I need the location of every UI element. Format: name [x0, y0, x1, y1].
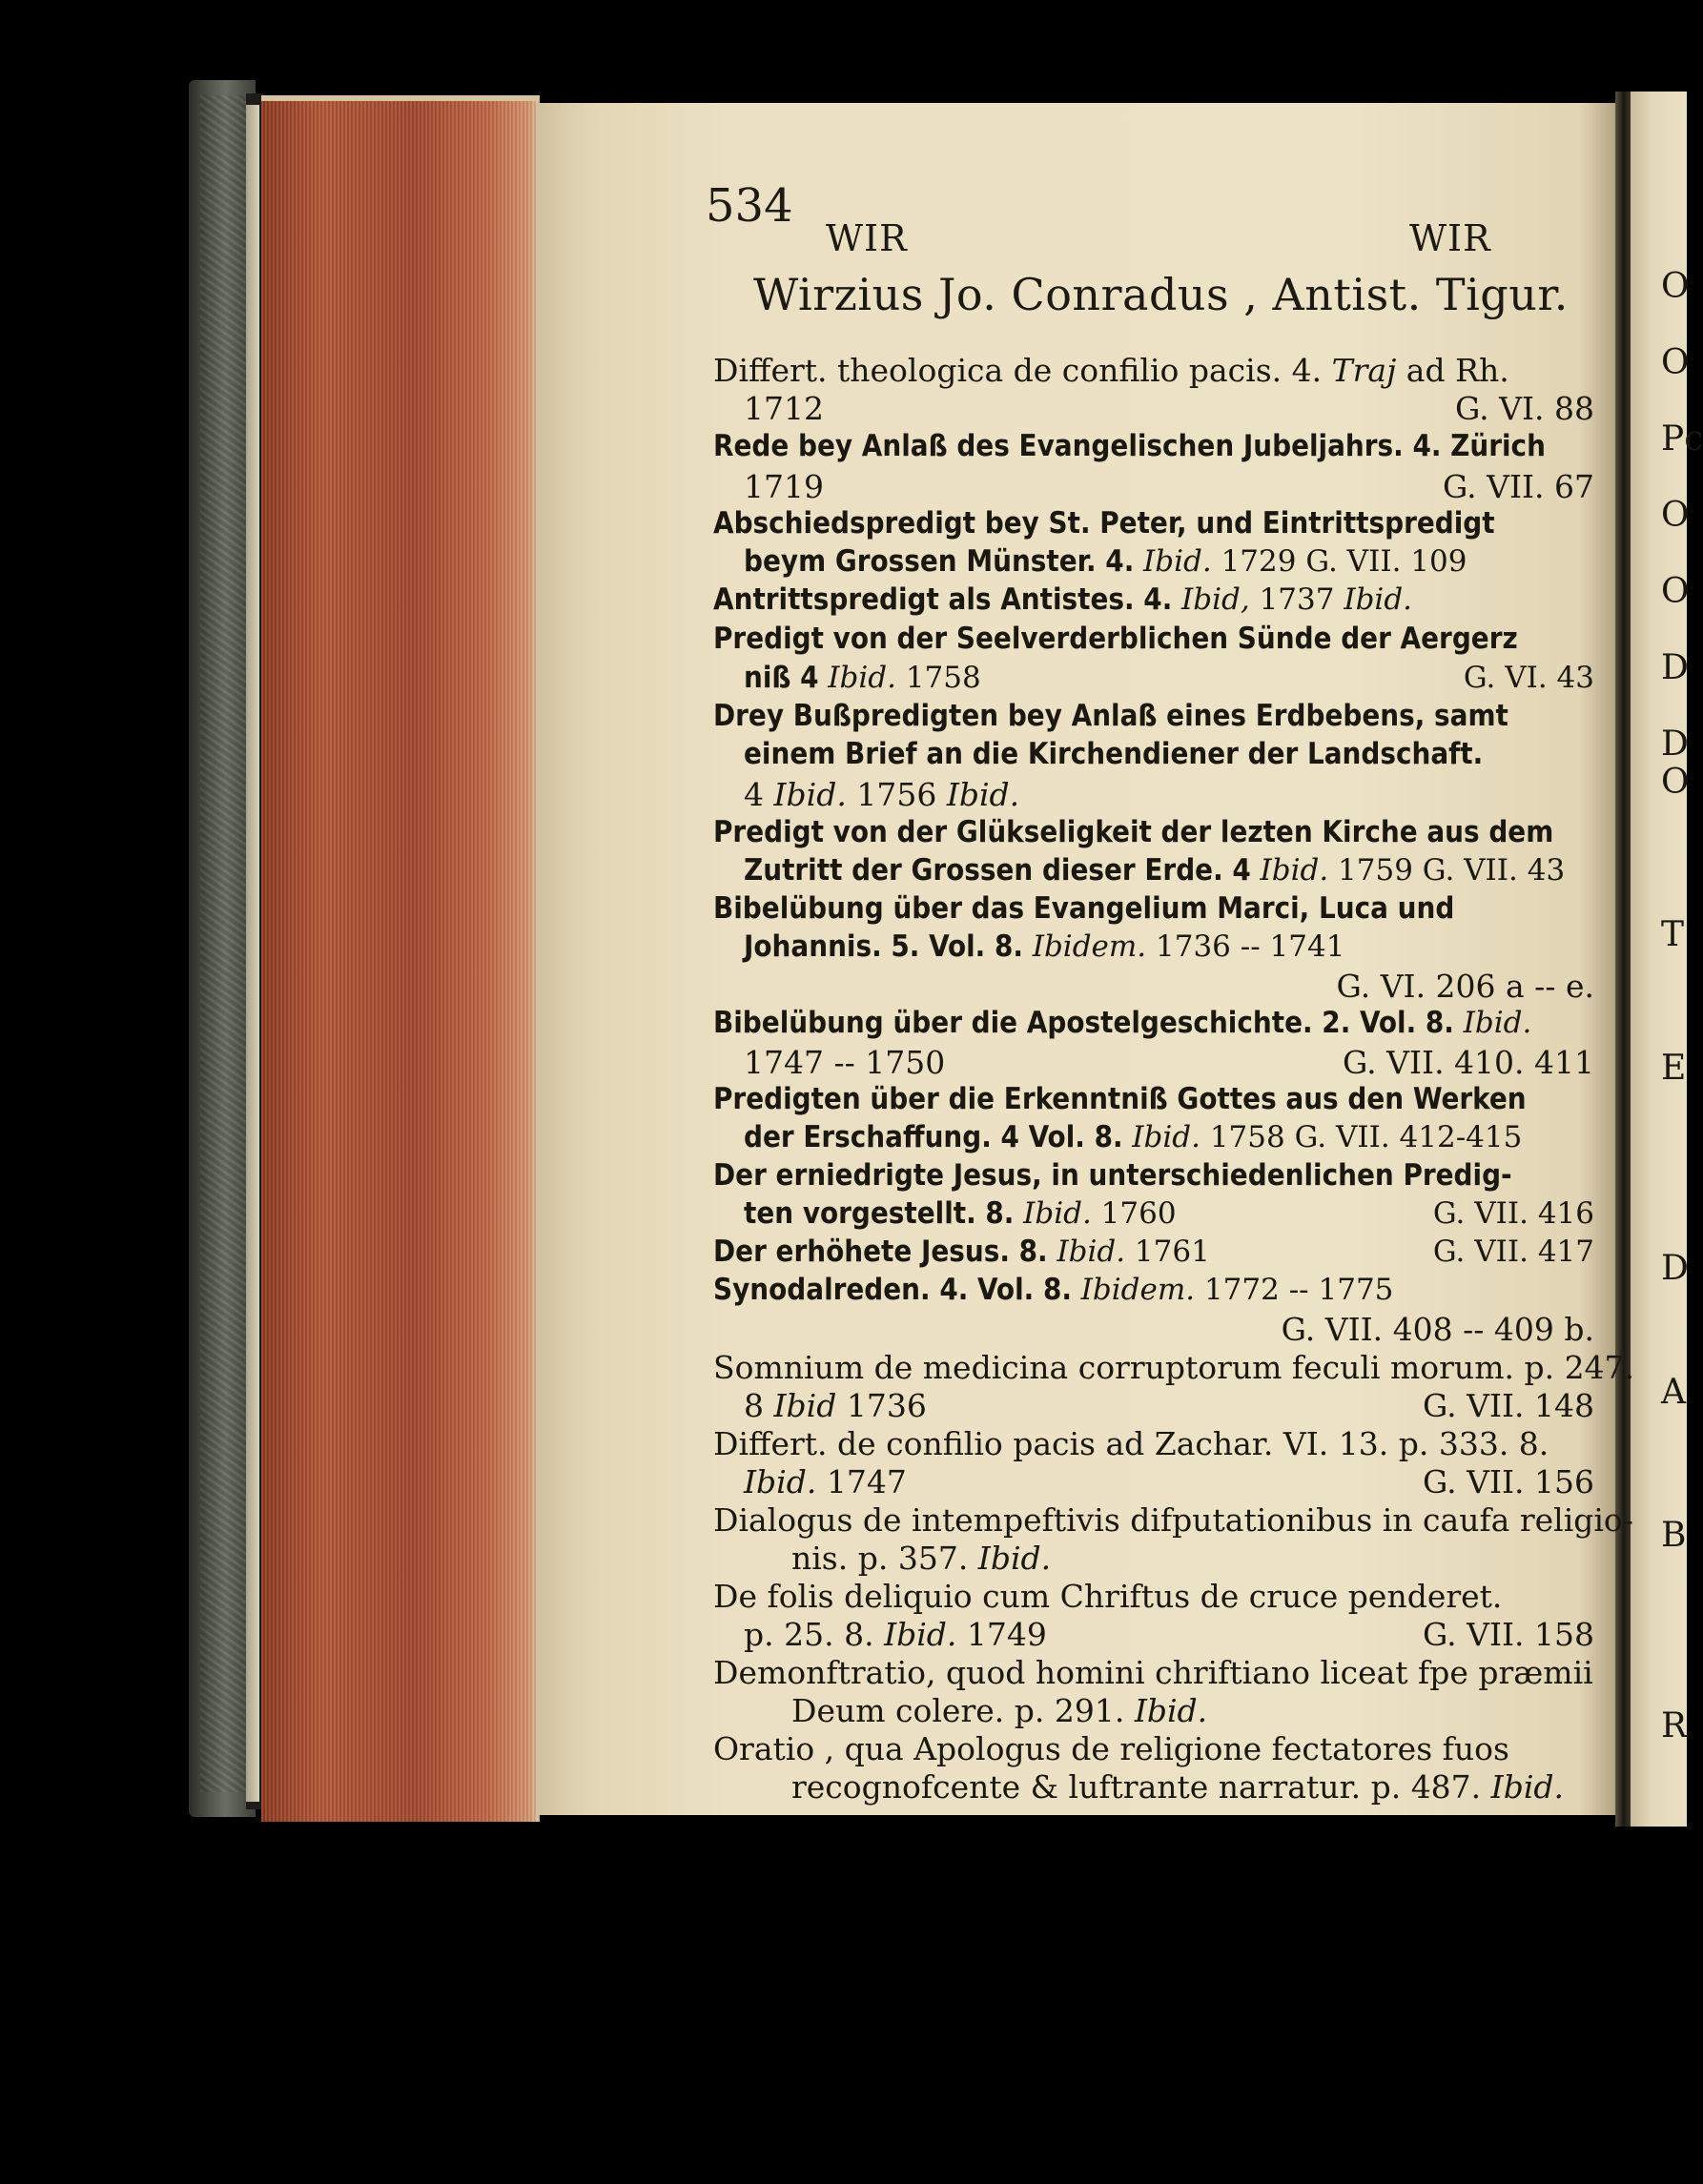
italic-ref: Ibid,: [1181, 582, 1250, 617]
line-text: 1712: [744, 390, 824, 427]
page-number: 534: [706, 179, 793, 233]
line-text: Der erniedrigte Jesus, in unterschiedenlichen Predig-: [713, 1158, 1512, 1193]
line-text: Bibelübung über das Evangelium Marci, Luca und: [713, 891, 1455, 926]
line-text: nis. p. 357.: [791, 1540, 978, 1577]
line-text: beym Grossen Münster. 4.: [744, 544, 1144, 579]
line-text: Differt. theologica de confilio pacis. 4.: [713, 352, 1332, 389]
right-page-fragment: [1631, 92, 1703, 1827]
line-text: 1719: [744, 468, 824, 505]
line-text: Somnium de medicina corruptorum feculi morum. p. 247.: [713, 1349, 1635, 1386]
line-text: 4: [744, 776, 774, 813]
line-text: Predigten über die Erkenntniß Gottes aus den Werken: [713, 1082, 1527, 1116]
line-text: der Erschaffung. 4 Vol. 8.: [744, 1120, 1133, 1154]
entry-line: [713, 891, 1594, 926]
line-tail: ad Rh.: [1396, 352, 1509, 389]
line-text: Antrittspredigt als Antistes. 4.: [713, 582, 1182, 617]
italic-ref: Ibidem.: [1032, 929, 1147, 964]
line-text: De folis deliquio cum Chriftus de cruce penderet.: [713, 1578, 1503, 1615]
shelf-mark: G. VII. 410. 411: [1343, 1044, 1594, 1081]
line-tail: 1772 -- 1775: [1195, 1273, 1394, 1307]
entry-line: [791, 1540, 1594, 1577]
shelf-mark: G. VII. 416: [1432, 1196, 1594, 1231]
line-text: Demonftratio, quod homini chriftiano liceat fpe præmii: [713, 1654, 1593, 1691]
entry-line: [744, 1463, 1594, 1500]
italic-ref: Ibid.: [1143, 544, 1212, 579]
shelf-mark: G. VII. 158: [1422, 1616, 1594, 1653]
entry-line: [713, 582, 1594, 617]
line-tail: 1736: [836, 1387, 927, 1424]
gutter: [1615, 92, 1631, 1827]
italic-ref: Traj: [1331, 352, 1397, 389]
shelf-mark: G. VII. 408 -- 409 b.: [1281, 1311, 1594, 1348]
shelf-mark: G. VII. 156: [1422, 1463, 1594, 1500]
line-tail: 1747: [816, 1463, 907, 1500]
next-page-letter: O: [1661, 572, 1690, 611]
italic-ref: Ibid.: [1344, 582, 1413, 617]
shelf-mark: G. VII. 67: [1442, 468, 1594, 505]
line-text: Oratio , qua Apologus de religione fectatores fuos: [713, 1730, 1509, 1767]
running-head-left: WIR: [826, 217, 908, 259]
next-page-letter: R: [1661, 1706, 1688, 1745]
line-text: ten vorgestellt. 8.: [744, 1196, 1024, 1231]
next-page-letter: A: [1661, 1373, 1686, 1412]
entry-line: [713, 1273, 1594, 1307]
line-text: Differt. de confilio pacis ad Zachar. VI. 13. p. 333. 8.: [713, 1425, 1549, 1462]
next-page-letter: E: [1661, 1049, 1687, 1088]
italic-ref: Ibid.: [1023, 1196, 1092, 1231]
entry-line: [744, 776, 1594, 813]
line-text: Der erhöhete Jesus. 8.: [713, 1235, 1057, 1269]
line-text: Abschiedspredigt bey St. Peter, und Eintrittspredigt: [713, 506, 1495, 541]
entry-line: [713, 1501, 1633, 1539]
entry-line: [713, 1082, 1594, 1116]
italic-ref: Ibid.: [1260, 853, 1329, 888]
line-text: Zutritt der Grossen dieser Erde. 4: [744, 853, 1261, 888]
entry-line: [713, 815, 1594, 849]
line-tail: 1760: [1091, 1196, 1177, 1231]
shelf-mark: G. VI. 43: [1463, 661, 1594, 695]
line-tail: 1758: [895, 661, 981, 695]
entry-line: [744, 468, 1594, 505]
page-edge-strip: [246, 105, 259, 1802]
line-tail: 1758 G. VII. 412-415: [1200, 1120, 1523, 1154]
line-tail: 1759 G. VII. 43: [1328, 853, 1566, 888]
entry-line: [744, 390, 1594, 427]
italic-ref: Ibid.: [1132, 1120, 1200, 1154]
running-head-right: WIR: [1409, 217, 1491, 259]
shelf-mark: G. VI. 206 a -- e.: [1336, 968, 1594, 1005]
line-tail: 1736 -- 1741: [1146, 929, 1345, 964]
next-page-letter: O: [1661, 343, 1690, 382]
entry-line: [744, 544, 1594, 579]
line-text: 1747 -- 1750: [744, 1044, 946, 1081]
entry-line: [713, 1425, 1594, 1462]
entry-line: [744, 663, 1594, 693]
entry-line: [744, 929, 1594, 964]
line-text: p. 25. 8.: [744, 1616, 885, 1653]
entry-line: [791, 1692, 1594, 1729]
next-page-letter: O: [1661, 763, 1690, 802]
line-text: Predigt von der Glükseligkeit der lezten Kirche aus dem: [713, 815, 1554, 849]
line-tail: 1761: [1125, 1235, 1210, 1269]
line-tail: 1737: [1249, 582, 1344, 617]
italic-ref: Ibid.: [1134, 1692, 1208, 1729]
line-text: einem Brief an die Kirchendiener der Landschaft.: [744, 737, 1484, 771]
next-page-letter: D: [1661, 725, 1689, 764]
line-tail: 1749: [956, 1616, 1047, 1653]
line-tail: 1729 G. VII. 109: [1211, 544, 1467, 579]
next-page-letter: D: [1661, 648, 1689, 687]
italic-ref: Ibid.: [977, 1540, 1052, 1577]
entry-line: [713, 1158, 1594, 1193]
italic-ref: Ibid.: [1463, 1006, 1532, 1040]
line-text: recognofcente & luftrante narratur. p. 487.: [791, 1768, 1491, 1806]
next-page-letter: B: [1661, 1516, 1687, 1555]
spine-texture: [200, 95, 248, 1792]
entry-line: [713, 624, 1594, 654]
entry-line: [744, 853, 1594, 888]
italic-ref: Ibid.: [1057, 1235, 1126, 1269]
entry-line: [713, 1654, 1594, 1691]
entry-line: [744, 1044, 1594, 1081]
italic-ref: Ibid.: [946, 776, 1020, 813]
line-text: Predigt von der Seelverderblichen Sünde der Aergerz: [713, 622, 1518, 656]
line-tail: 1756: [846, 776, 947, 813]
next-page-letter: Pc: [1661, 419, 1703, 459]
entry-line: [713, 429, 1594, 463]
line-text: Rede bey Anlaß des Evangelischen Jubeljahrs. 4. Zürich: [713, 429, 1546, 463]
italic-ref: Ibid.: [744, 1463, 817, 1500]
entry-line: [713, 1006, 1594, 1040]
line-text: Synodalreden. 4. Vol. 8.: [713, 1273, 1081, 1307]
entry-line: [713, 1578, 1594, 1615]
entry-line: [713, 506, 1594, 541]
line-text: Deum colere. p. 291.: [791, 1692, 1135, 1729]
next-page-letter: O: [1661, 267, 1690, 306]
italic-ref: Ibid.: [773, 776, 847, 813]
shelf-mark: G. VII. 417: [1432, 1235, 1594, 1269]
entry-line: [744, 1387, 1594, 1424]
line-text: Johannis. 5. Vol. 8.: [744, 929, 1033, 964]
line-text: Drey Bußpredigten bey Anlaß eines Erdbebens, samt: [713, 699, 1508, 733]
entry-line: [744, 1120, 1594, 1154]
line-text: Bibelübung über die Apostelgeschichte. 2. Vol. 8.: [713, 1006, 1464, 1040]
entry-line: [713, 699, 1594, 733]
entry-line: [713, 1349, 1635, 1386]
line-text: niß 4: [744, 661, 829, 695]
italic-ref: Ibid.: [884, 1616, 957, 1653]
entry-line: [744, 1616, 1594, 1653]
entry-title: Wirzius Jo. Conradus , Antist. Tigur.: [753, 269, 1569, 320]
italic-ref: Ibid.: [1490, 1768, 1564, 1806]
entry-line: [713, 1237, 1594, 1267]
entry-line: [744, 737, 1594, 771]
red-page-edges: [261, 95, 540, 1822]
line-text: Dialogus de intempeftivis difputationibus in caufa religio-: [713, 1501, 1633, 1539]
shelf-mark: G. VI. 88: [1454, 390, 1594, 427]
entry-line: [744, 1196, 1594, 1231]
italic-ref: Ibidem.: [1080, 1273, 1196, 1307]
shelf-mark: G. VII. 148: [1422, 1387, 1594, 1424]
entry-line: [713, 352, 1594, 389]
entry-line: [791, 1768, 1594, 1806]
next-page-letter: T: [1661, 915, 1685, 954]
next-page-letter: D: [1661, 1249, 1689, 1288]
italic-ref: Ibid: [773, 1387, 837, 1424]
line-text: 8: [744, 1387, 774, 1424]
entry-line: [713, 1730, 1594, 1767]
next-page-letter: O: [1661, 496, 1690, 535]
italic-ref: Ibid.: [828, 661, 896, 695]
